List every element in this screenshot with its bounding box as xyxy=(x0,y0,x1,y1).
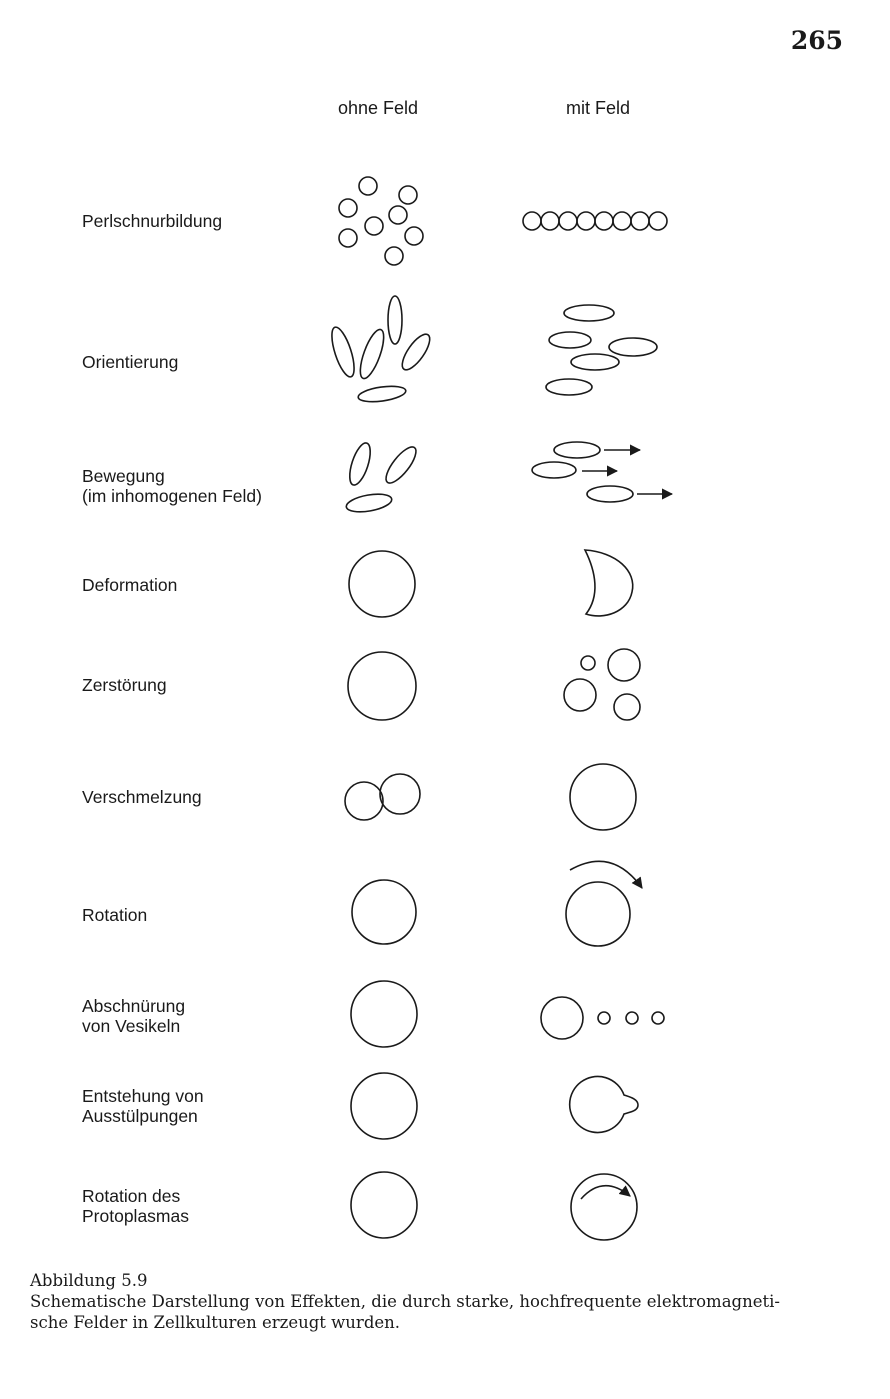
row-label-line: Zerstörung xyxy=(82,675,167,695)
cell-with-protrusion xyxy=(570,1077,638,1133)
two-separate-cells xyxy=(345,774,420,820)
scattered-cells xyxy=(339,177,423,265)
rotation-arrow xyxy=(570,861,642,888)
resting-protoplasm-cell xyxy=(351,1172,417,1238)
rotating-cell xyxy=(566,882,630,946)
figure-caption-line: sche Felder in Zellkulturen erzeugt wurden. xyxy=(30,1313,401,1332)
aligned-cells xyxy=(546,305,657,395)
row-label-line: von Vesikeln xyxy=(82,1016,181,1036)
moving-cells xyxy=(532,442,633,502)
cell-fragments xyxy=(564,649,640,720)
row-label-line: Entstehung von xyxy=(82,1086,204,1106)
row-label-line: Rotation xyxy=(82,905,148,925)
row-label-line: Protoplasmas xyxy=(82,1206,189,1226)
figure-caption-line: Schematische Darstellung von Effekten, die durch starke, hochfrequente elektromagneti- xyxy=(30,1292,780,1311)
fused-cell xyxy=(570,764,636,830)
protoplasm-rotating-cell xyxy=(571,1174,637,1240)
protoplasm-rotation-arrow xyxy=(581,1186,630,1199)
round-cell xyxy=(349,551,415,617)
column-header-without-field: ohne Feld xyxy=(338,98,419,118)
row-label-line: Perlschnurbildung xyxy=(82,211,223,231)
row-label-line: Deformation xyxy=(82,575,178,595)
row-label-line: (im inhomogenen Feld) xyxy=(82,486,262,506)
stationary-cells xyxy=(345,441,421,515)
row-label-line: Orientierung xyxy=(82,352,179,372)
randomly-oriented-cells xyxy=(327,296,434,404)
figure-caption xyxy=(30,1270,870,1333)
deformed-cell xyxy=(585,550,633,616)
row-label-line: Bewegung xyxy=(82,466,165,486)
cell-with-vesicles xyxy=(541,997,664,1039)
row-label-line: Verschmelzung xyxy=(82,787,202,807)
cell-without-vesicles xyxy=(351,981,417,1047)
static-cell xyxy=(352,880,416,944)
intact-cell xyxy=(348,652,416,720)
pearl-chain-cells xyxy=(523,212,667,230)
row-label-line: Rotation des xyxy=(82,1186,181,1206)
page-number: 265 xyxy=(790,26,843,55)
row-label-line: Abschnürung xyxy=(82,996,186,1016)
smooth-cell xyxy=(351,1073,417,1139)
row-label-line: Ausstülpungen xyxy=(82,1106,198,1126)
column-header-with-field: mit Feld xyxy=(566,98,631,118)
figure-caption-title: Abbildung 5.9 xyxy=(30,1271,148,1290)
